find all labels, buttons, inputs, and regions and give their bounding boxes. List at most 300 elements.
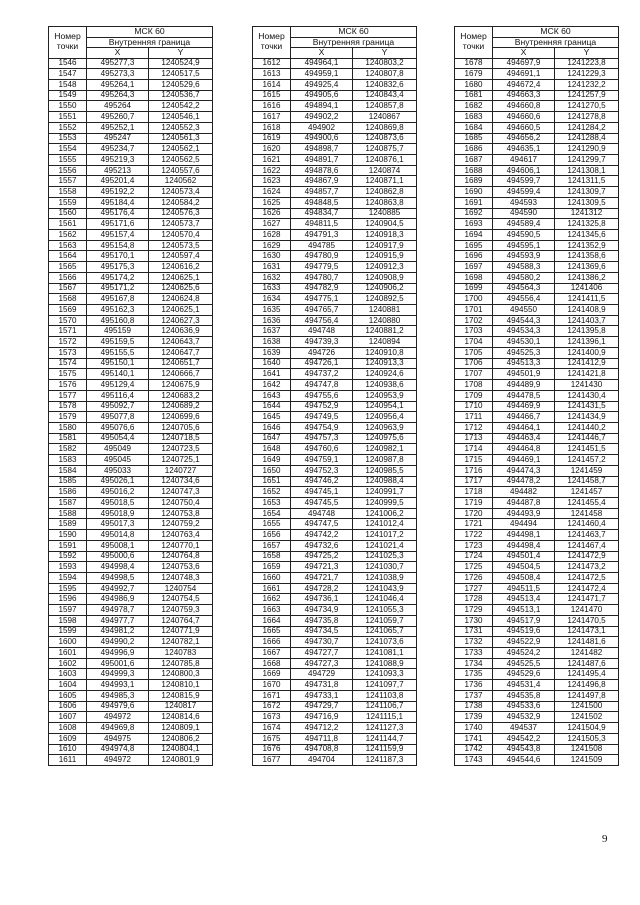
y-coordinate-cell: 1241127,3	[353, 723, 417, 734]
table-row	[253, 69, 417, 80]
x-coordinate-cell: 494617	[493, 154, 555, 165]
y-coordinate-cell: 1240683,2	[149, 390, 213, 401]
table-row	[49, 112, 213, 123]
y-coordinate-cell: 1240627,3	[149, 315, 213, 326]
table-row	[253, 251, 417, 262]
point-number-cell: 1592	[49, 551, 87, 562]
y-coordinate-cell: 1240953,9	[353, 390, 417, 401]
point-number-cell: 1629	[253, 240, 291, 251]
x-coordinate-cell: 494498,4	[493, 540, 555, 551]
y-coordinate-cell: 1240810,1	[149, 680, 213, 691]
table-row	[253, 283, 417, 294]
y-coordinate-cell: 1241025,3	[353, 551, 417, 562]
table-row	[49, 583, 213, 594]
y-coordinate-cell: 1241309,7	[555, 187, 619, 198]
y-coordinate-cell: 1240562,1	[149, 144, 213, 155]
table-row	[455, 540, 619, 551]
x-coordinate-cell: 494902	[291, 122, 353, 133]
y-coordinate-cell: 1241472,9	[555, 551, 619, 562]
point-number-cell: 1621	[253, 154, 291, 165]
y-coordinate-cell: 1241043,9	[353, 583, 417, 594]
x-coordinate-cell: 494998,4	[87, 562, 149, 573]
point-number-cell: 1720	[455, 508, 493, 519]
y-coordinate-cell: 1240783	[149, 648, 213, 659]
point-number-cell: 1726	[455, 573, 493, 584]
table-row	[49, 755, 213, 766]
table-row	[49, 208, 213, 219]
y-coordinate-cell: 1241460,4	[555, 519, 619, 530]
point-number-cell: 1668	[253, 658, 291, 669]
x-coordinate-cell: 494780,9	[291, 251, 353, 262]
y-coordinate-cell: 1241017,2	[353, 530, 417, 541]
y-coordinate-cell: 1241396,1	[555, 337, 619, 348]
x-coordinate-cell: 494704	[291, 755, 353, 766]
y-coordinate-cell: 1240867	[353, 112, 417, 123]
table-row	[455, 594, 619, 605]
x-coordinate-cell: 494525,5	[493, 658, 555, 669]
x-coordinate-cell: 495234,7	[87, 144, 149, 155]
x-coordinate-cell: 495026,1	[87, 476, 149, 487]
coordinates-table-3	[454, 26, 619, 766]
x-coordinate-cell: 495264,3	[87, 90, 149, 101]
table-row	[455, 219, 619, 230]
table-row	[455, 497, 619, 508]
table-row	[253, 701, 417, 712]
y-coordinate-cell: 1241308,1	[555, 165, 619, 176]
table-row	[253, 615, 417, 626]
point-number-cell: 1739	[455, 712, 493, 723]
table-row	[253, 79, 417, 90]
y-coordinate-cell: 1241012,4	[353, 519, 417, 530]
y-coordinate-cell: 1240956,4	[353, 412, 417, 423]
table-row	[455, 733, 619, 744]
point-number-cell: 1624	[253, 187, 291, 198]
y-coordinate-cell: 1241223,8	[555, 58, 619, 69]
point-number-cell: 1741	[455, 733, 493, 744]
x-coordinate-cell: 494464,1	[493, 422, 555, 433]
y-coordinate-cell: 1240570,4	[149, 230, 213, 241]
y-coordinate-cell: 1241473,2	[555, 562, 619, 573]
table-row	[253, 240, 417, 251]
x-coordinate-cell: 495162,3	[87, 305, 149, 316]
x-coordinate-cell: 494981,2	[87, 626, 149, 637]
point-number-cell: 1602	[49, 658, 87, 669]
x-coordinate-cell: 494985,3	[87, 690, 149, 701]
point-number-cell: 1552	[49, 122, 87, 133]
point-number-cell: 1727	[455, 583, 493, 594]
y-coordinate-cell: 1240885	[353, 208, 417, 219]
x-coordinate-cell: 494754,9	[291, 422, 353, 433]
table-row	[253, 412, 417, 423]
table-row	[253, 519, 417, 530]
x-coordinate-cell: 495157,4	[87, 230, 149, 241]
y-coordinate-cell: 1241458	[555, 508, 619, 519]
x-coordinate-cell: 495154,8	[87, 240, 149, 251]
x-coordinate-cell: 494791,3	[291, 230, 353, 241]
y-coordinate-cell: 1240573,4	[149, 187, 213, 198]
point-number-cell: 1684	[455, 122, 493, 133]
x-coordinate-cell: 494998,5	[87, 573, 149, 584]
table-row	[253, 380, 417, 391]
point-number-cell: 1612	[253, 58, 291, 69]
point-number-cell: 1674	[253, 723, 291, 734]
x-coordinate-cell: 494785	[291, 240, 353, 251]
table-row	[49, 326, 213, 337]
table-row	[49, 680, 213, 691]
x-coordinate-cell: 494543,8	[493, 744, 555, 755]
y-coordinate-cell: 1241311,5	[555, 176, 619, 187]
point-number-cell: 1599	[49, 626, 87, 637]
x-coordinate-cell: 494711,8	[291, 733, 353, 744]
y-coordinate-cell: 1240800,3	[149, 669, 213, 680]
y-coordinate-cell: 1240785,8	[149, 658, 213, 669]
x-coordinate-cell: 494590	[493, 208, 555, 219]
point-number-cell: 1639	[253, 347, 291, 358]
x-coordinate-cell: 494550	[493, 305, 555, 316]
point-number-cell: 1676	[253, 744, 291, 755]
table-row	[49, 154, 213, 165]
point-number-cell: 1558	[49, 187, 87, 198]
table-row	[455, 712, 619, 723]
x-coordinate-cell: 494712,2	[291, 723, 353, 734]
point-number-cell: 1697	[455, 262, 493, 273]
table-row	[49, 90, 213, 101]
point-number-cell: 1670	[253, 680, 291, 691]
y-coordinate-cell: 1241115,1	[353, 712, 417, 723]
x-coordinate-cell: 494975	[87, 733, 149, 744]
table-row	[455, 272, 619, 283]
table-row	[49, 465, 213, 476]
y-coordinate-cell: 1240573,5	[149, 240, 213, 251]
point-number-cell: 1703	[455, 326, 493, 337]
y-coordinate-cell: 1240699,6	[149, 412, 213, 423]
y-coordinate-cell: 1240734,6	[149, 476, 213, 487]
x-coordinate-cell: 494757,3	[291, 433, 353, 444]
x-coordinate-cell: 494508,4	[493, 573, 555, 584]
point-number-cell: 1691	[455, 197, 493, 208]
table-row	[253, 487, 417, 498]
x-coordinate-cell: 494513,1	[493, 605, 555, 616]
point-number-cell: 1546	[49, 58, 87, 69]
table-row	[49, 487, 213, 498]
point-number-cell: 1615	[253, 90, 291, 101]
point-number-cell: 1600	[49, 637, 87, 648]
point-number-cell: 1632	[253, 272, 291, 283]
y-coordinate-cell: 1241187,3	[353, 755, 417, 766]
x-coordinate-cell: 494891,7	[291, 154, 353, 165]
point-number-cell: 1710	[455, 401, 493, 412]
y-coordinate-cell: 1241487,6	[555, 658, 619, 669]
table-row	[253, 530, 417, 541]
x-coordinate-cell: 494734,5	[291, 626, 353, 637]
table-row	[253, 422, 417, 433]
point-number-cell: 1554	[49, 144, 87, 155]
x-coordinate-cell: 495213	[87, 165, 149, 176]
x-coordinate-cell: 495049	[87, 444, 149, 455]
x-coordinate-cell: 494727,7	[291, 648, 353, 659]
y-coordinate-cell: 1241358,6	[555, 251, 619, 262]
x-coordinate-cell: 495260,7	[87, 112, 149, 123]
x-coordinate-cell: 494765,7	[291, 305, 353, 316]
y-coordinate-cell: 1240975,6	[353, 433, 417, 444]
point-number-cell: 1683	[455, 112, 493, 123]
point-number-cell: 1577	[49, 390, 87, 401]
point-number-cell: 1688	[455, 165, 493, 176]
y-coordinate-cell: 1240894	[353, 337, 417, 348]
x-coordinate-cell: 494529,6	[493, 669, 555, 680]
point-number-cell: 1631	[253, 262, 291, 273]
table-row	[455, 648, 619, 659]
point-number-cell: 1637	[253, 326, 291, 337]
point-number-cell: 1638	[253, 337, 291, 348]
x-coordinate-cell: 495170,1	[87, 251, 149, 262]
y-coordinate-cell: 1240651,7	[149, 358, 213, 369]
point-number-cell: 1707	[455, 369, 493, 380]
point-number-cell: 1706	[455, 358, 493, 369]
table-row	[49, 305, 213, 316]
table-row	[49, 358, 213, 369]
table-row	[253, 508, 417, 519]
y-coordinate-cell: 1241065,7	[353, 626, 417, 637]
table-row	[455, 347, 619, 358]
table-row	[49, 101, 213, 112]
page-number: 9	[602, 833, 608, 845]
table-row	[49, 176, 213, 187]
x-header: X	[493, 48, 555, 59]
table-row	[455, 240, 619, 251]
y-coordinate-cell: 1240913,3	[353, 358, 417, 369]
point-number-cell: 1660	[253, 573, 291, 584]
y-coordinate-cell: 1240705,6	[149, 422, 213, 433]
x-coordinate-cell: 494745,1	[291, 487, 353, 498]
point-number-cell: 1607	[49, 712, 87, 723]
table-row	[455, 658, 619, 669]
x-coordinate-cell: 494992,7	[87, 583, 149, 594]
y-coordinate-cell: 1240881,2	[353, 326, 417, 337]
table-row	[49, 412, 213, 423]
x-coordinate-cell: 494663,3	[493, 90, 555, 101]
point-number-cell: 1696	[455, 251, 493, 262]
y-coordinate-cell: 1241395,8	[555, 326, 619, 337]
table-row	[253, 744, 417, 755]
point-number-cell: 1610	[49, 744, 87, 755]
point-number-cell: 1679	[455, 69, 493, 80]
y-coordinate-cell: 1241030,7	[353, 562, 417, 573]
x-coordinate-cell: 494748	[291, 508, 353, 519]
y-coordinate-cell: 1240910,8	[353, 347, 417, 358]
y-coordinate-cell: 1240625,6	[149, 283, 213, 294]
y-coordinate-cell: 1241497,8	[555, 690, 619, 701]
point-number-cell: 1648	[253, 444, 291, 455]
y-coordinate-cell: 1240999,5	[353, 497, 417, 508]
x-coordinate-cell: 494522,9	[493, 637, 555, 648]
x-coordinate-cell: 494730,7	[291, 637, 353, 648]
point-number-cell: 1694	[455, 230, 493, 241]
table-row	[49, 723, 213, 734]
x-coordinate-cell: 495000,6	[87, 551, 149, 562]
x-coordinate-cell: 494487,8	[493, 497, 555, 508]
y-coordinate-cell: 1240689,2	[149, 401, 213, 412]
x-coordinate-cell: 495018,5	[87, 497, 149, 508]
point-number-cell: 1556	[49, 165, 87, 176]
table-row	[455, 305, 619, 316]
x-coordinate-cell: 494595,1	[493, 240, 555, 251]
y-coordinate-cell: 1241509	[555, 755, 619, 766]
y-coordinate-cell: 1240874	[353, 165, 417, 176]
point-number-cell: 1604	[49, 680, 87, 691]
point-number-cell: 1606	[49, 701, 87, 712]
y-coordinate-cell: 1241500	[555, 701, 619, 712]
point-number-cell: 1644	[253, 401, 291, 412]
y-coordinate-cell: 1240881	[353, 305, 417, 316]
y-coordinate-cell: 1240624,8	[149, 294, 213, 305]
table-row	[49, 165, 213, 176]
table-row	[253, 669, 417, 680]
y-coordinate-cell: 1241458,7	[555, 476, 619, 487]
table-row	[455, 615, 619, 626]
table-row	[253, 401, 417, 412]
x-coordinate-cell: 494464,8	[493, 444, 555, 455]
point-number-cell: 1730	[455, 615, 493, 626]
table-row	[49, 272, 213, 283]
table-row	[253, 90, 417, 101]
point-number-cell: 1640	[253, 358, 291, 369]
y-coordinate-cell: 1240754,5	[149, 594, 213, 605]
table-row	[49, 187, 213, 198]
point-number-cell: 1722	[455, 530, 493, 541]
y-coordinate-cell: 1241446,7	[555, 433, 619, 444]
table-row	[455, 755, 619, 766]
x-coordinate-cell: 495159	[87, 326, 149, 337]
x-coordinate-cell: 495016,2	[87, 487, 149, 498]
x-coordinate-cell: 494867,9	[291, 176, 353, 187]
table-row	[49, 530, 213, 541]
point-number-cell: 1626	[253, 208, 291, 219]
point-number-cell: 1675	[253, 733, 291, 744]
x-coordinate-cell: 494513,4	[493, 594, 555, 605]
y-coordinate-cell: 1241081,1	[353, 648, 417, 659]
x-coordinate-cell: 494524,2	[493, 648, 555, 659]
point-number-cell: 1645	[253, 412, 291, 423]
x-coordinate-cell: 495077,8	[87, 412, 149, 423]
x-coordinate-cell: 494580,2	[493, 272, 555, 283]
point-number-cell: 1718	[455, 487, 493, 498]
x-coordinate-cell: 494780,7	[291, 272, 353, 283]
point-number-cell: 1557	[49, 176, 87, 187]
point-number-cell: 1724	[455, 551, 493, 562]
table-row	[49, 594, 213, 605]
y-coordinate-cell: 1240748,3	[149, 573, 213, 584]
table-row	[253, 154, 417, 165]
point-number-cell: 1564	[49, 251, 87, 262]
y-coordinate-cell: 1240616,2	[149, 262, 213, 273]
table-row	[455, 326, 619, 337]
x-coordinate-cell: 494739,3	[291, 337, 353, 348]
table-row	[455, 337, 619, 348]
x-coordinate-cell: 494731,8	[291, 680, 353, 691]
y-coordinate-cell: 1240763,4	[149, 530, 213, 541]
table-row	[253, 626, 417, 637]
table-row	[49, 562, 213, 573]
y-coordinate-cell: 1240536,7	[149, 90, 213, 101]
y-coordinate-cell: 1241059,7	[353, 615, 417, 626]
table-row	[455, 90, 619, 101]
table-row	[49, 69, 213, 80]
point-number-cell: 1712	[455, 422, 493, 433]
x-coordinate-cell: 494593	[493, 197, 555, 208]
x-coordinate-cell: 494599,4	[493, 187, 555, 198]
table-row	[455, 562, 619, 573]
point-number-cell: 1661	[253, 583, 291, 594]
point-number-cell: 1723	[455, 540, 493, 551]
table-row	[455, 626, 619, 637]
point-number-cell: 1717	[455, 476, 493, 487]
table-row	[49, 540, 213, 551]
x-coordinate-cell: 494779,5	[291, 262, 353, 273]
y-header: Y	[149, 48, 213, 59]
x-coordinate-cell: 494532,9	[493, 712, 555, 723]
x-coordinate-cell: 494857,7	[291, 187, 353, 198]
table-row	[49, 422, 213, 433]
x-coordinate-cell: 494660,5	[493, 122, 555, 133]
y-coordinate-cell: 1240912,3	[353, 262, 417, 273]
table-row	[253, 433, 417, 444]
point-number-cell: 1635	[253, 305, 291, 316]
x-coordinate-cell: 494478,2	[493, 476, 555, 487]
y-coordinate-cell: 1241406	[555, 283, 619, 294]
x-coordinate-cell: 494544,3	[493, 315, 555, 326]
point-number-cell: 1658	[253, 551, 291, 562]
y-coordinate-cell: 1240562	[149, 176, 213, 187]
table-row	[49, 573, 213, 584]
point-number-cell: 1654	[253, 508, 291, 519]
point-number-cell: 1587	[49, 497, 87, 508]
x-coordinate-cell: 494691,1	[493, 69, 555, 80]
table-row	[455, 144, 619, 155]
point-number-cell: 1568	[49, 294, 87, 305]
table-row	[455, 369, 619, 380]
y-coordinate-cell: 1240517,5	[149, 69, 213, 80]
table-row	[253, 144, 417, 155]
point-number-cell: 1743	[455, 755, 493, 766]
table-row	[253, 455, 417, 466]
point-number-cell: 1699	[455, 283, 493, 294]
x-coordinate-cell: 494747,8	[291, 380, 353, 391]
table-row	[253, 262, 417, 273]
x-coordinate-cell: 494752,9	[291, 401, 353, 412]
x-coordinate-cell: 494469,1	[493, 455, 555, 466]
y-header: Y	[555, 48, 619, 59]
table-row	[253, 658, 417, 669]
point-number-cell: 1584	[49, 465, 87, 476]
y-coordinate-cell: 1241270,5	[555, 101, 619, 112]
table-row	[253, 176, 417, 187]
x-coordinate-cell: 494525,3	[493, 347, 555, 358]
table-row	[49, 690, 213, 701]
point-number-cell: 1711	[455, 412, 493, 423]
y-coordinate-cell: 1240924,6	[353, 369, 417, 380]
y-coordinate-cell: 1240918,3	[353, 230, 417, 241]
x-coordinate-cell: 495054,4	[87, 433, 149, 444]
point-number-cell: 1567	[49, 283, 87, 294]
table-row	[253, 219, 417, 230]
x-coordinate-cell: 495171,2	[87, 283, 149, 294]
point-number-cell: 1646	[253, 422, 291, 433]
table-row	[49, 294, 213, 305]
y-coordinate-cell: 1241430,4	[555, 390, 619, 401]
y-coordinate-cell: 1241309,5	[555, 197, 619, 208]
y-coordinate-cell: 1241459	[555, 465, 619, 476]
